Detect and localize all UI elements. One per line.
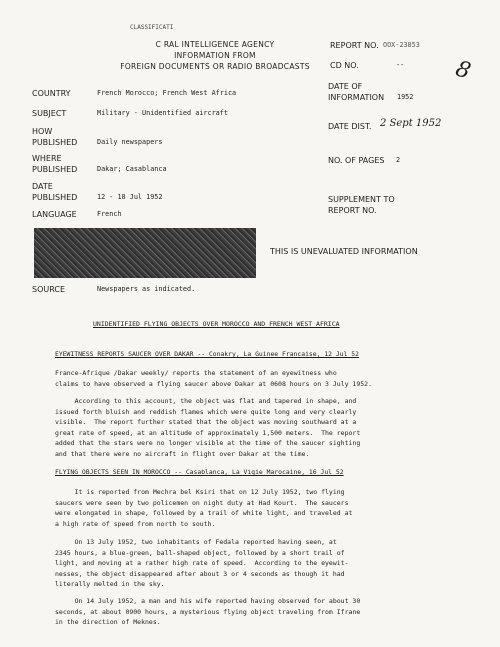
date-of-info-value: 1952 — [397, 93, 414, 101]
cd-no-label: CD NO. — [330, 61, 359, 70]
paragraph-ifrane: On 14 July 1952, a man and his wife reported having observed for about 30 seconds, at about 0900 hours, a mysterious flying object traveling from Ifrane in the direction of Meknes. — [55, 597, 361, 626]
where-published-value: Dakar; Casablanca — [97, 165, 167, 173]
paragraph-mechra: It is reported from Mechra bel Ksiri that on 12 July 1952, two flying saucers were seen by two policemen on night duty at Had Kourt. The saucers were elongated in shape, followed by a trail of white light, and traveled at a high rate of speed from north to south. — [55, 488, 353, 528]
where-published-label: WHERE PUBLISHED — [32, 154, 78, 174]
date-dist-value: 2 Sept 1952 — [380, 118, 442, 129]
report-no-value: OOX-23853 — [383, 41, 420, 49]
document-title: UNIDENTIFIED FLYING OBJECTS OVER MOROCCO AND FRENCH WEST AFRICA — [93, 320, 340, 328]
info-from: INFORMATION FROM — [174, 51, 256, 60]
pages-label: NO. OF PAGES — [328, 156, 385, 165]
source-label: SOURCE — [32, 285, 66, 294]
subject-label: SUBJECT — [32, 109, 67, 118]
pages-value: 2 — [396, 156, 401, 164]
date-dist-label: DATE DIST. — [328, 122, 372, 131]
country-value: French Morocco; French West Africa — [97, 89, 237, 97]
source-type: FOREIGN DOCUMENTS OR RADIO BROADCASTS — [120, 62, 310, 71]
subject-value: Military - Unidentified aircraft — [97, 109, 228, 117]
redaction-block — [34, 228, 256, 278]
how-published-label: HOW PUBLISHED — [32, 127, 78, 147]
date-published-value: 12 - 18 Jul 1952 — [97, 193, 163, 201]
source-value: Newspapers as indicated. — [97, 285, 196, 293]
section-heading-dakar: EYEWITNESS REPORTS SAUCER OVER DAKAR -- Conakry, La Guinee Francaise, 12 Jul 52 — [55, 350, 359, 358]
cd-no-value: -- — [396, 61, 405, 69]
date-published-label: DATE PUBLISHED — [32, 182, 78, 202]
section-heading-morocco: FLYING OBJECTS SEEN IN MOROCCO -- Casablanca, La Vigie Marocaine, 16 Jul 52 — [55, 468, 344, 476]
paragraph-dakar-account: According to this account, the object was flat and tapered in shape, and issued forth bluish and reddish flames which were quite long and very clearly visible. The report further stated that the object was moving southward at a great rate of speed, at an altitude of approximately 1,500 meters. The report added that the stars were no longer visible at the time of the saucer sighting and that there were no aircraft in flight over Dakar at the time. — [55, 397, 361, 458]
how-published-value: Daily newspapers — [97, 138, 163, 146]
handwritten-mark: 8 — [452, 56, 474, 85]
unevaluated-notice: THIS IS UNEVALUATED INFORMATION — [270, 247, 418, 256]
language-label: LANGUAGE — [32, 210, 77, 219]
date-of-info-label: DATE OF INFORMATION — [328, 82, 385, 102]
paragraph-dakar-intro: France-Afrique /Dakar weekly/ reports the statement of an eyewitness who claims to have observed a flying saucer above Dakar at 0608 hours on 3 July 1952. — [55, 369, 372, 388]
language-value: French — [97, 210, 122, 218]
agency-name: C RAL INTELLIGENCE AGENCY — [155, 40, 275, 49]
classification-stamp: CLASSIFICATI — [130, 24, 174, 31]
report-no-label: REPORT NO. — [330, 41, 379, 50]
country-label: COUNTRY — [32, 89, 71, 98]
paragraph-fedala: On 13 July 1952, two inhabitants of Fedala reported having seen, at 2345 hours, a blue-green, ball-shaped object, followed by a short trail of light, and moving at a rather high rate of speed. According to the eyewit- nesses, the object disappeared after about 3 or 4 seconds as though it had literally melted in the sky. — [55, 538, 349, 588]
supplement-label: SUPPLEMENT TO REPORT NO. — [328, 195, 395, 215]
